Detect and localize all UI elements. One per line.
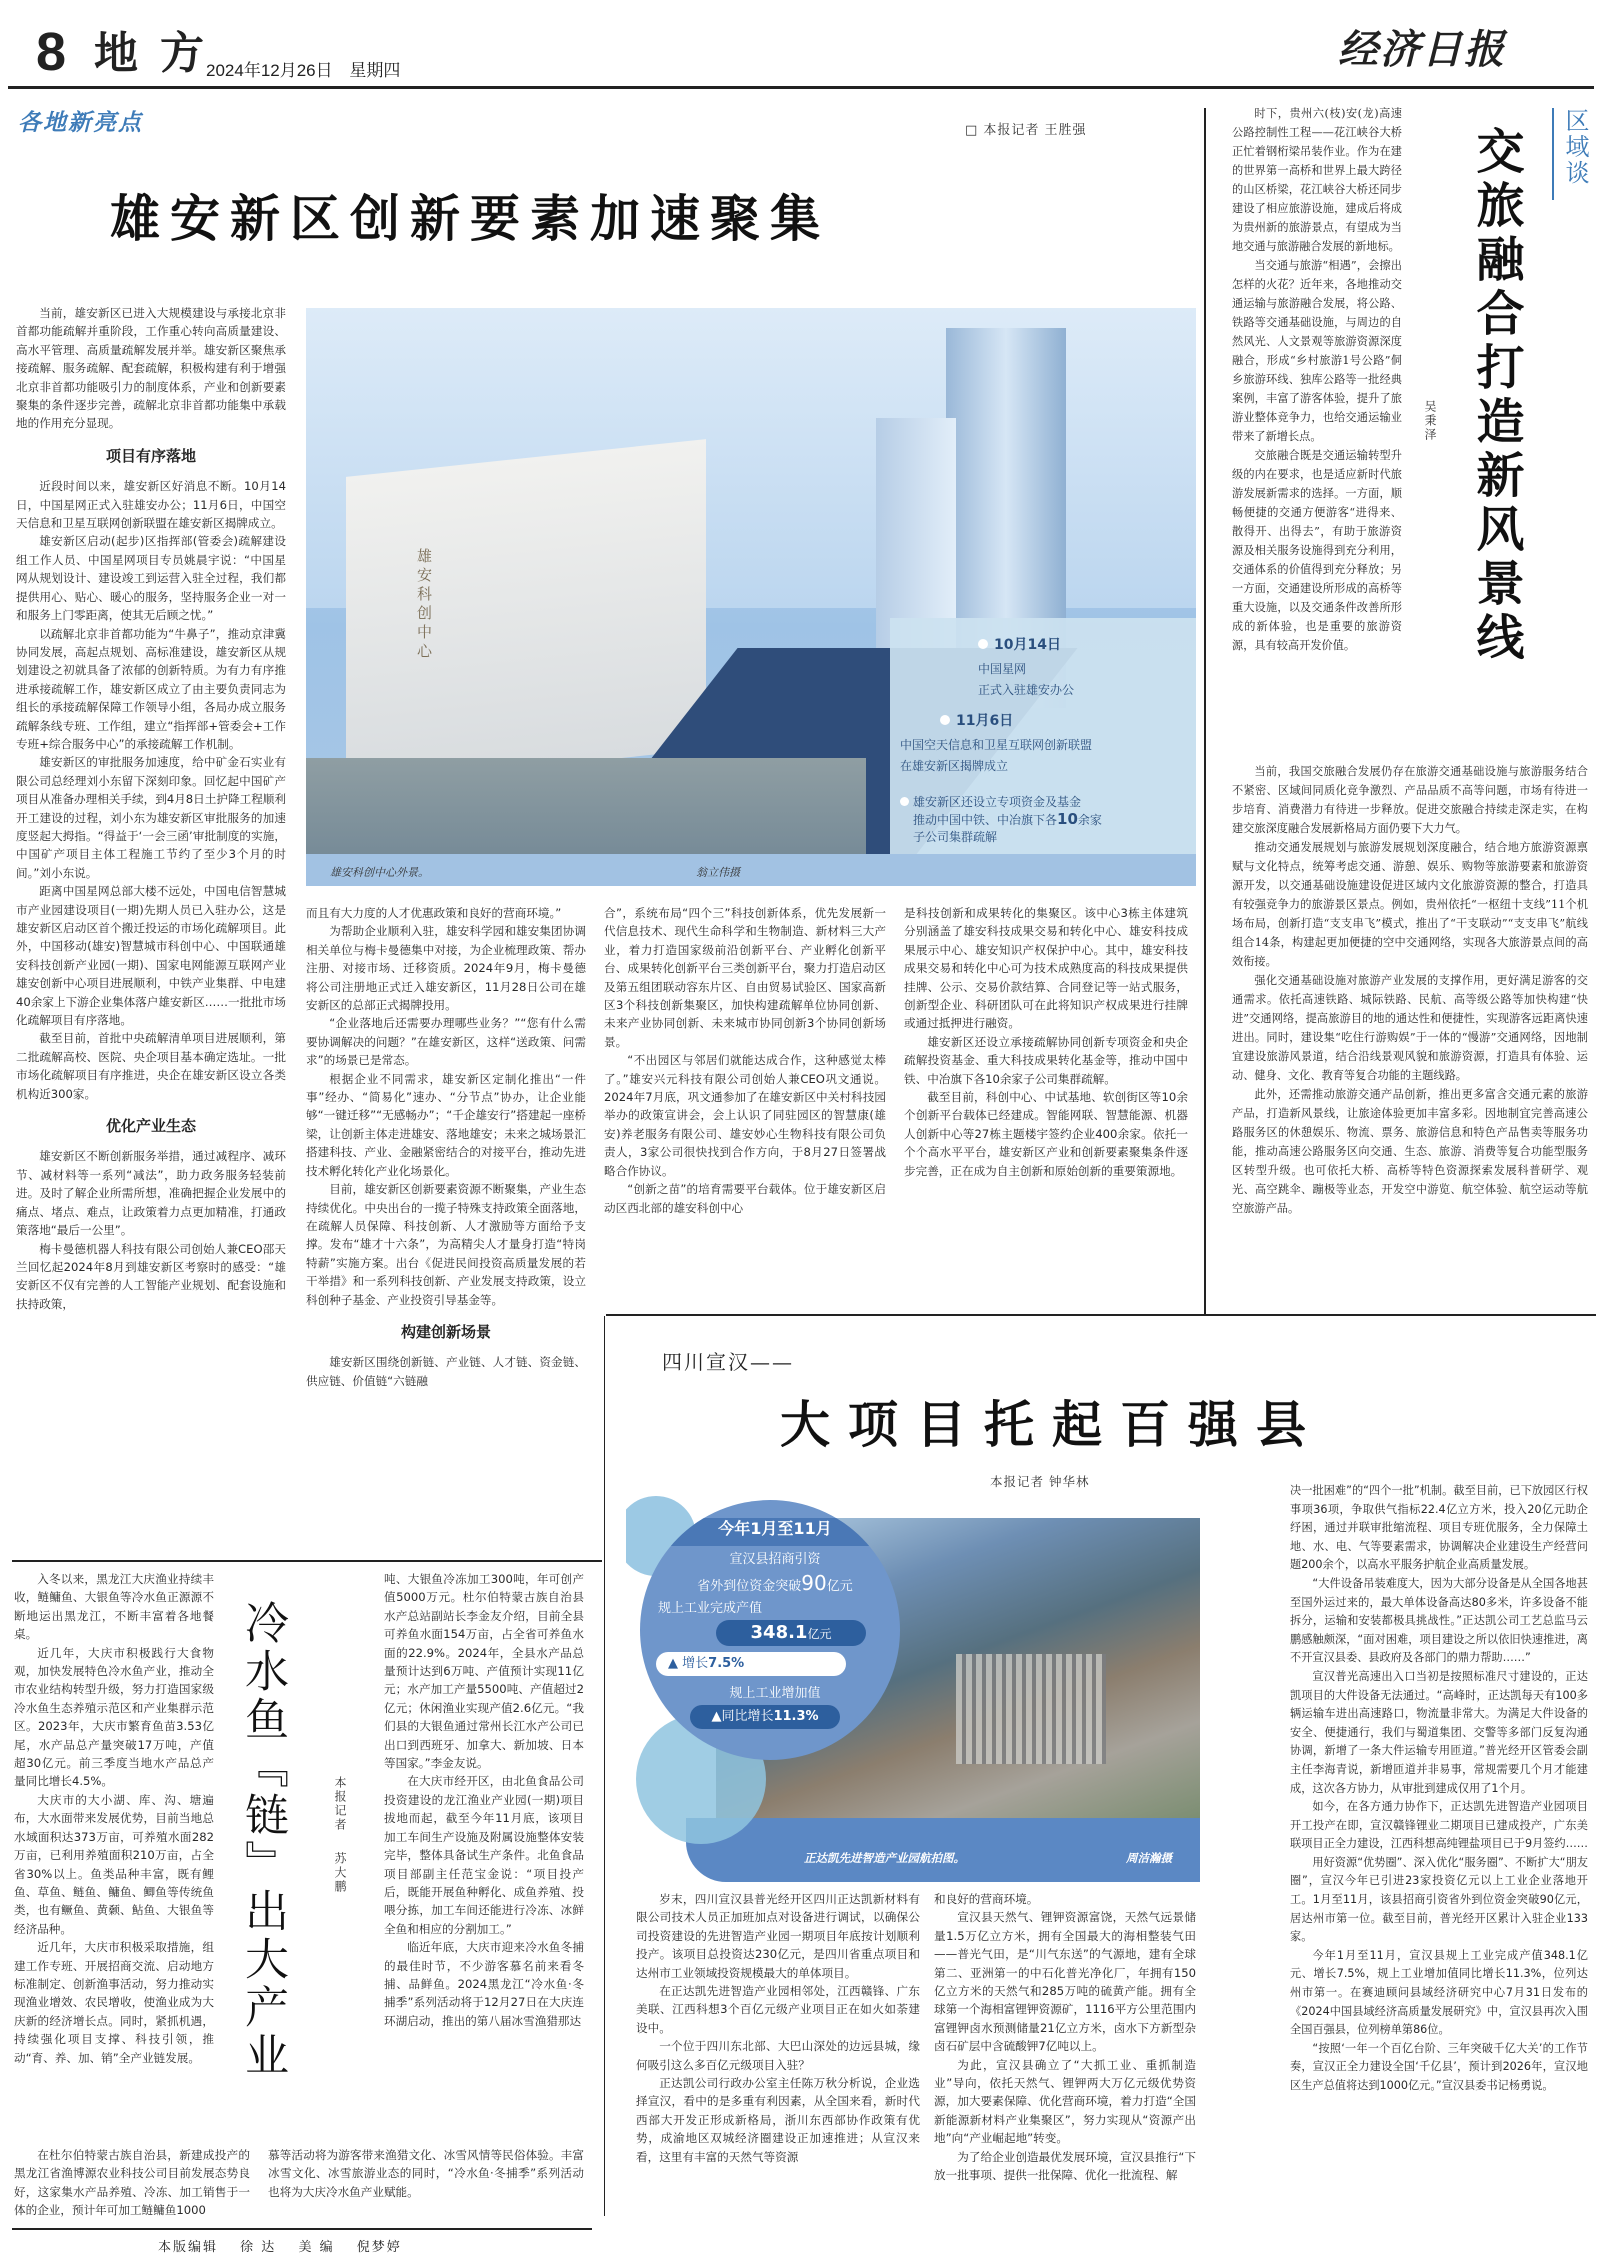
editor-label: 本版编辑 [158,2240,219,2255]
daqing-wide-2 [268,2146,584,2201]
photo-caption: 雄安科创中心外景。 [330,866,429,879]
photo-credit: 周洁瀚摄 [1126,1851,1172,1865]
stats-unit: 亿元 [826,1579,853,1594]
paragraph: 决一批困难”的“四个一批”机制。截至目前，已下放园区行权事项36项，争取供气指标22.4亿立方米，投入20亿元助企纾困，通过并联审批缩流程、项目专班优服务，全力保障土地、水、电、气等要素需求，协调解决企业建设生产经营问题200余个，以高水平服务护航企业高质量发展。 [1290,1484,1588,1572]
xuanhan-column-1 [636,1890,920,2166]
column-divider [1204,108,1206,1314]
paragraph: 临近年底，大庆市迎来冷水鱼冬捕的最佳时节，不少游客慕名前来看冬捕、品鲜鱼。2024黑龙江“冷水鱼·冬捕季”系列活动将于12月27日在大庆连环湖启动，推出的第八届冰雪渔猎那达 [384,1940,584,2028]
paragraph: 雄安新区的审批服务加速度，给中矿金石实业有限公司总经理刘小东留下深刻印象。回忆起中国矿产项目从准备办理相关手续，到4月8日土护降工程顺利开工建设的过程，刘小东为雄安新区审批服务的加速度竖起大拇指。“得益于‘一会三函’审批制度的实施，中国矿产项目主体工程施工节约了至少3个月的时间。”刘小东说。 [16,755,286,880]
growth-value: 7.5% [708,1656,745,1671]
designer-label: 美 编 [298,2240,335,2255]
timeline-date: 11月6日 [956,713,1014,729]
xiongan-photo [306,308,1196,886]
fund-note-line: 余家 [1077,813,1102,827]
paragraph: 时下，贵州六(枝)安(龙)高速公路控制性工程——花江峡谷大桥正忙着钢桁梁吊装作业。作为在建的世界第一高桥和世界上最大跨径的山区桥梁，花江峡谷大桥还同步建设了相应旅游设施，建成后将成为贵州新的旅游景点，有望成为当地交通与旅游融合发展的新地标。 [1232,107,1402,253]
footer-rule [12,2228,592,2230]
fund-note-line: 子公司集群疏解 [913,830,998,844]
growth-pill [656,1652,846,1676]
paragraph: 距离中国星网总部大楼不远处，中国电信智慧城市产业园建设项目(一期)先期人员已入驻办公，这是雄安新区启动区首个搬迁投运的市场化疏解项目。此外，中国移动(雄安)智慧城市科创中心、中国联通雄安科技创新产业园(一期)、国家电网能源互联网产业雄安创新中心项目进展顺利，中铁产业集群、中电建40余家上下游企业集体落户雄安新区……一批批市场化疏解项目有序落地。 [16,884,286,1028]
daqing-byline [332,1776,349,1894]
fund-note-number: 10 [1057,810,1078,828]
xiongan-column-2 [306,904,586,1390]
newspaper-logo: 经济日报 [1338,26,1506,73]
xiongan-column-3 [604,904,886,1217]
timeline-date: 10月14日 [994,637,1061,653]
paragraph: 用好资源“优势圈”、深入优化“服务圈”、不断扩大“朋友圈”，宣汉今年已引进23家投资亿元以上工业企业落地开工。1月至11月，该县招商引资省外到位资金突破90亿元，居达州市第一位。截至目前，普光经开区累计入驻企业133家。 [1290,1855,1588,1944]
paragraph: 一个位于四川东北部、大巴山深处的边远县城，缘何吸引这么多百亿元级项目入驻？ [636,2039,920,2072]
column-divider [604,1316,605,2216]
paragraph: “不出园区与邻居们就能达成合作，这种感觉太棒了。”雄安兴元科技有限公司创始人兼CEO巩文通说。2024年7月底，巩文通参加了在雄安新区中关村科技园举办的政策宣讲会，会上认识了同驻园区的智慧康(雄安)养老服务有限公司、雄安妙心生物科技有限公司负责人，3家公司很快找到合作方向，于8月27日签署战略合作协议。 [604,1053,886,1178]
paragraph: “大件设备吊装难度大，因为大部分设备是从全国各地甚至国外运过来的，最大单体设备高达80多米，许多设备不能拆分，运输和安装都极具挑战性。”正达凯公司工艺总监马云鹏感触颇深，“面对困难，项目建设之所以依旧快速推进，离不开宣汉县委、县政府及各部门的鼎力帮助……” [1290,1576,1588,1665]
paragraph: 入冬以来，黑龙江大庆渔业持续丰收，鲢鳙鱼、大银鱼等冷水鱼正源源不断地运出黑龙江，不断丰富着各地餐桌。 [14,1572,214,1642]
stats-label: 省外到位资金突破 [697,1579,802,1594]
commentary-narrow-column [1232,104,1402,655]
paragraph: 梅卡曼德机器人科技有限公司创始人兼CEO邵天兰回忆起2024年8月到雄安新区考察时的感受：“雄安新区不仅有完善的人工智能产业规划、配套设施和扶持政策， [16,1241,286,1311]
timeline-item [900,710,1190,774]
commentary-author: 吴秉泽 [1423,400,1437,442]
section-rule [12,1560,602,1562]
paragraph: 雄安新区还设立承接疏解协同创新专项资金和央企疏解投资基金、重大科技成果转化基金等，推动中国中铁、中冶旗下各10余家子公司集群疏解。 [904,1034,1188,1086]
timeline-text: 中国星网 [978,662,1027,676]
paragraph: 为此，宣汉县确立了“大抓工业、重抓制造业”导向，依托天然气、锂钾两大万亿元级优势资源，加大要素保障、优化营商环境，着力打造“全国新能源新材料产业集聚区”，努力实现从“资源产出地”向“产业崛起地”转变。 [934,2057,1196,2146]
growth-label: 增长 [682,1656,709,1671]
paragraph: “企业落地后还需要办理哪些业务？”“您有什么需要协调解决的问题？”在雄安新区，这样“送政策、问需求”的场景已是常态。 [306,1016,586,1068]
paragraph: 以疏解北京非首都功能为“牛鼻子”，推动京津冀协同发展，高起点规划、高标准建设，雄安新区从规划建设之初就具备了浓郁的创新特质。为有力有序推进承接疏解工作，雄安新区成立了由主要负责同志为组长的承接疏解保障工作领导小组，各局办成立服务疏解条线专班、工作组，建立“指挥部+管委会+工作专班+综合服务中心”的承接疏解工作机制。 [16,626,286,751]
paragraph: 合”，系统布局“四个三”科技创新体系，优先发展新一代信息技术、现代生命科学和生物制造、新材料三大产业，着力打造国家级前沿创新平台、产业孵化创新平台、成果转化创新平台三类创新平台，聚力打造启动区及第五组团联动容东片区、自由贸易试验区、国家高新区3个科技创新集聚区，加快构建疏解单位协同创新、未来产业协同创新、未来城市协同创新3个协同创新场景。 [604,906,886,1049]
up-triangle-icon: ▲ [668,1656,678,1671]
stats-text [650,1516,900,1729]
designer-name: 倪梦婷 [356,2240,402,2255]
paragraph: 根据企业不同需求，雄安新区定制化推出“一件事”经办、“简易化”速办、“分节点”协办，让企业能够“一键迁移”“无感畅办”；“千企雄安行”搭建起一座桥梁，让创新主体走进雄安、落地雄安；未来之城场景汇搭建科技、产业、金融紧密结合的对接平台，推动先进技术孵化转化产业化场景化。 [306,1071,586,1178]
paragraph: “按照‘一年一个百亿台阶、三年突破千亿大关’的工作节奏，宣汉正全力建设全国‘千亿县’，预计到2026年，宣汉地区生产总值将达到1000亿元。”宣汉县委书记杨勇说。 [1290,2041,1588,2092]
up-triangle-icon: ▲ [711,1709,722,1724]
paragraph: 今年1月至11月，宣汉县规上工业完成产值348.1亿元、增长7.5%，规上工业增加值同比增长11.3%，位列达州市第一。在赛迪顾问县域经济研究中心7月31日发布的《2024中国县域经济高质量发展研究》中，宣汉县再次入围全国百强县，位列榜单第86位。 [1290,1948,1588,2037]
output-unit: 亿元 [807,1627,832,1641]
section-rule [606,1314,1596,1316]
yoy-pill [690,1705,840,1729]
paragraph: 此外，还需推动旅游交通产品创新，推出更多富含交通元素的旅游产品，打造新风景线，让旅途体验更加丰富多彩。因地制宜完善高速公路服务区的休憩娱乐、物流、票务、旅游信息和特色产品售卖等服务功能，推动高速公路服务区向交通、生态、旅游、消费等复合功能型服务区转型升级。也可依托大桥、高桥等特色资源探索发展科普研学、观光、高空跳伞、蹦极等业态，开发空中游览、航空体验、航空运动等航空旅游产品。 [1232,1088,1588,1215]
xiongan-byline: □ 本报记者 王胜强 [965,123,1087,138]
daqing-wide-1 [14,2146,250,2220]
stats-line: 规上工业增加值 [729,1686,821,1701]
output-pill [716,1620,866,1646]
factory-block [956,1654,1106,1764]
xuanhan-headline: 大项目托起百强县 [780,1395,1324,1454]
daqing-column-1 [14,1570,214,2067]
xuanhan-byline: 本报记者 钟华林 [990,1474,1090,1489]
paragraph: 当交通与旅游“相遇”，会擦出怎样的火花？近年来，各地推动交通运输与旅游融合发展，将公路、铁路等交通基础设施，与周边的自然风光、人文景观等旅游资源深度融合，形成“乡村旅游1号公路”侗乡旅游环线、独库公路等一批经典案例，丰富了游客体验，提升了旅游业整体竞争力，也给交通运输业带来了新增长点。 [1232,259,1402,443]
date-text: 2024年12月26日 [206,61,333,80]
subheading-scenarios: 构建创新场景 [400,1322,491,1341]
timeline-text: 中国空天信息和卫星互联网创新联盟 [900,738,1093,752]
fund-note-line: 推动中国中铁、中冶旗下各 [913,813,1058,827]
timeline-text: 在雄安新区揭牌成立 [900,759,1009,773]
yoy-label: 同比增长 [721,1709,774,1724]
commentary-headline: 交旅融合打造新风景线 [1468,126,1524,666]
paragraph: 如今，在各方通力协作下，正达凯先进智造产业园项目开工投产在即，宣汉赣锋锂业二期项目已建成投产，广东美联项目正全力建设，江西科想高纯锂盐项目已于9月签约…… [1290,1800,1588,1851]
byline-label: 本报记者 [333,1776,347,1832]
stats-line: 规上工业完成产值 [658,1601,763,1616]
paragraph: 在正达凯先进智造产业园相邻处，江西赣锋、广东美联、江西科想3个百亿元级产业项目正在如火如荼建设中。 [636,1984,920,2035]
paragraph: 近几年，大庆市积极践行大食物观，加快发展特色冷水鱼产业，推动全市农业结构转型升级，努力打造国家级冷水鱼生态养殖示范区和产业集群示范区。2023年，大庆市繁育鱼苗3.53亿尾，水产品总产量突破17万吨，产值超30亿元。前三季度当地水产品总产量同比增长4.5%。 [14,1645,214,1789]
paragraph: 慕等活动将为游客带来渔猎文化、冰雪风情等民俗体验。丰富冰雪文化、冰雪旅游业态的同时，“冷水鱼·冬捕季”系列活动也将为大庆冷水鱼产业赋能。 [268,2148,584,2199]
paragraph: 近段时间以来，雄安新区好消息不断。10月14日，中国星网正式入驻雄安办公；11月6日，中国空天信息和卫星互联网创新联盟在雄安新区揭牌成立。 [16,479,286,531]
paragraph: 雄安新区启动(起步)区指挥部(管委会)疏解建设组工作人员、中国星网项目专员姚晨宇说：“中国星网从规划设计、建设竣工到运营入驻全过程，我们都提供用心、贴心、暖心的服务，坚持服务企业一对一和服务上门零距离，使其无后顾之忧。” [16,534,286,623]
xuanhan-column-3 [1290,1482,1588,2096]
fund-note [900,794,1190,846]
footer-credits [158,2236,402,2255]
paragraph: 当前，我国交旅融合发展仍存在旅游交通基础设施与旅游服务结合不紧密、区域间同质化竞争激烈、产品品质不高等问题，市场有待进一步培育、消费潜力有待进一步释放。促进交旅融合持续走深走实，在构建交旅深度融合发展新格局方面仍要下大力气。 [1232,765,1588,835]
building-sign: 雄安科创中心 [415,548,433,662]
paragraph: 交旅融合既是交通运输转型升级的内在要求，也是适应新时代旅游发展新需求的选择。一方面，顺畅便捷的交通方便游客“进得来、散得开、出得去”，有助于旅游资源及相关服务设施得到充分利用，交通体系的价值得到充分释放；另一方面，交通建设所形成的高桥等重大设施，以及交通条件改善所形成的新体验，也是重要的旅游资源，具有较高开发价值。 [1232,449,1402,652]
subheading-ecosystem: 优化产业生态 [105,1117,196,1136]
paragraph: 强化交通基础设施对旅游产业发展的支撑作用，更好满足游客的交通需求。依托高速铁路、城际铁路、民航、高等级公路等加快构建“快进”交通网络，提高旅游目的地的通达性和便捷性，实现游客远距离快速进出。同时，建设集“吃住行游购娱”于一体的“慢游”交通网络，因地制宜建设旅游风景道，结合沿线景观风貌和旅游资源，打造具有体验、运动、健身、文化、教育等复合功能的主题线路。 [1232,974,1588,1082]
xiongan-headline: 雄安新区创新要素加速聚集 [110,189,830,248]
daqing-headline: 冷水鱼『链』出大产业 [237,1600,288,2080]
timeline-dot-icon [978,639,988,649]
xuanhan-kicker: 四川宣汉—— [662,1350,794,1374]
timeline-item [978,634,1188,698]
column-tag: 各地新亮点 [18,109,143,136]
photo-credit: 翁立伟摄 [696,866,740,879]
output-value: 348.1 [750,1622,808,1643]
paragraph: 为帮助企业顺利入驻，雄安科学园和雄安集团协调相关单位与梅卡曼德集中对接，为企业梳理政策、帮办注册、对接市场、迁移资质。2024年9月，梅卡曼德将公司注册地正式迁入雄安新区，11月28日公司在雄安新区的总部正式揭牌投用。 [306,924,586,1013]
paragraph: “创新之苗”的培育需要平台载体。位于雄安新区启动区西北部的雄安科创中心 [604,1182,886,1215]
timeline-dot-icon [940,715,950,725]
xuanhan-column-2 [934,1890,1196,2185]
note-dot-icon [900,797,909,806]
paragraph: 目前，雄安新区创新要素资源不断聚集，产业生态持续优化。中央出台的一揽子特殊支持政策全面落地，在疏解人员保障、科技创新、人才激励等方面给予支撑。发布“雄才十六条”，为高精尖人才量身打造“特岗特薪”实施方案。出台《促进民间投资高质量发展的若干举措》和一系列科技创新、产业发展支持政策，设立科创种子基金、产业投资引导基金等。 [306,1182,586,1307]
paragraph: 宣汉县天然气、锂钾资源富饶，天然气远景储量1.5万亿立方米，拥有全国最大的海相整装气田——普光气田，是“川气东送”的气源地，建有全球第二、亚洲第一的中石化普光净化厂，年拥有150亿立方米的天然气和285万吨的硫黄产能。拥有全球第一个海相富锂钾资源矿，1116平方公里范围内富锂钾卤水预测储量21亿立方米，卤水下方新型杂卤石矿层中含硫酸钾7亿吨以上。 [934,1910,1196,2054]
subheading-projects: 项目有序落地 [105,446,196,465]
masthead-rule [8,86,1594,89]
xiongan-column-1 [16,304,286,1313]
stats-line: 宣汉县招商引资 [729,1552,821,1567]
xiongan-column-4 [904,904,1188,1180]
paragraph: 截至目前，首批中央疏解清单项目进展顺利，第二批疏解高校、医院、央企项目基本确定选址。一批市场化疏解项目有序推进，央企在雄安新区设立各类机构近300家。 [16,1031,286,1101]
stats-period: 今年1月至11月 [718,1519,832,1538]
byline-name: 苏大鹏 [333,1852,347,1894]
paragraph: 近几年，大庆市积极采取措施，组建工作专班、开展招商交流、启动地方标准制定、创新渔事活动，努力推动实现渔业增效、农民增收，使渔业成为大庆新的经济增长点。同时，紧抓机遇，持续强化项目支撑、科技引领，推动“育、养、加、销”全产业链发展。 [14,1940,214,2065]
main-building [346,439,706,787]
paragraph: 雄安新区围绕创新链、产业链、人才链、资金链、供应链、价值链“六链融 [306,1355,586,1388]
paragraph: 雄安新区不断创新服务举措，通过减程序、减环节、减材料等一系列“减法”，助力政务服务轻装前进。及时了解企业所需所想，准确把握企业发展中的痛点、堵点、难点，让政策着力点更加精准，打通政策落地“最后一公里”。 [16,1149,286,1238]
commentary-tag: 区域谈 [1561,108,1589,186]
paragraph: 是科技创新和成果转化的集聚区。该中心3栋主体建筑分别涵盖了雄安科技成果交易和转化中心、雄安科技成果展示中心、雄安知识产权保护中心。其中，雄安科技成果交易和转化中心可为技术成熟度高的科技成果提供挂牌、公示、交易价款结算、合同登记等一站式服务，创新型企业、科研团队可在此将知识产权成果进行挂牌或通过抵押进行融资。 [904,906,1188,1031]
paragraph: 而且有大力度的人才优惠政策和良好的营商环境。” [306,906,562,920]
paragraph: 吨、大银鱼冷冻加工300吨，年可创产值5000万元。杜尔伯特蒙古族自治县水产总站副站长李金友介绍，目前全县可养鱼水面154万亩，占全省可养鱼水面的22.9%。2024年，全县水产品总量预计达到6万吨、产值预计实现11亿元；水产加工产量5500吨、产值超过2亿元；休闲渔业实现产值2.6亿元。“我们县的大银鱼通过常州长江水产公司已出口到西班牙、加拿大、新加坡、日本等国家。”李金友说。 [384,1572,584,1771]
commentary-wide-column [1232,762,1588,1218]
paragraph: 在杜尔伯特蒙古族自治县，新建成投产的黑龙江省渔博源农业科技公司目前发展态势良好，这家集水产品养殖、冷冻、加工销售于一体的企业，预计年可加工鲢鳙鱼1000 [14,2148,250,2218]
masthead [0,0,1600,92]
xiongan-lead: 当前，雄安新区已进入大规模建设与承接北京非首都功能疏解并重阶段，工作重心转向高质量建设、高水平管理、高质量疏解发展并举。雄安新区聚焦承接疏解、服务疏解、配套疏解，积极构建有利于增强北京非首都功能吸引力的制度体系，产业和创新要素聚集的条件逐步完善，疏解北京非首都功能集中承载地的作用充分显现。 [16,306,286,431]
paragraph: 为了给企业创造最优发展环境，宣汉县推行“下放一批事项、提供一批保障、优化一批流程、解 [934,2149,1196,2183]
page-number: 8 [36,22,67,82]
stats-line [650,1571,900,1595]
weekday-text: 星期四 [349,61,401,80]
paragraph: 正达凯公司行政办公室主任陈万秋分析说，企业选择宣汉，看中的是多重有利因素，从全国来看，新时代西部大开发正形成新格局，浙川东西部协作政策有优势，成渝地区双城经济圈建设正加速推进；从宣汉来看，这里有丰富的天然气等资源 [636,2076,920,2164]
caption-strip [306,854,1196,886]
daqing-column-2 [384,1570,584,2030]
paragraph: 大庆市的大小湖、库、沟、塘遍布，大水面带来发展优势，目前当地总水域面积达373万亩，可养殖水面282万亩，已利用养殖面积210万亩，占全省30%以上。鱼类品种丰富，既有鲤鱼、草鱼、鲢鱼、鳙鱼、鲫鱼等传统鱼类，也有鳜鱼、黄颡、鲇鱼、大银鱼等经济品种。 [14,1792,214,1936]
fund-note-line: 雄安新区还设立专项资金及基金 [913,795,1082,809]
paragraph: 岁末，四川宣汉县普光经开区四川正达凯新材料有限公司技术人员正加班加点对设备进行调试，以确保公司投资建设的先进智造产业园一期项目年底按计划顺利投产。该项目总投资达230亿元，是四川省重点项目和达州市工业领域投资规模最大的单体项目。 [636,1892,920,1980]
issue-date [206,56,400,81]
section-name: 地方 [94,28,226,79]
paragraph: 在大庆市经开区，由北鱼食品公司投资建设的龙江渔业产业园(一期)项目拔地而起，截至今年11月底，该项目加工车间生产设施及附属设施整体安装完毕，整体具备试生产条件。北鱼食品项目部副主任范宝金说：“项目投产后，既能开展鱼种孵化、成鱼养殖、投喂分拣，加工车间还能进行冷冻、冰鲜全鱼和相应的分割加工。” [384,1774,584,1936]
paragraph: 和良好的营商环境。 [934,1892,1039,1906]
photo-caption: 正达凯先进智造产业园航拍图。 [804,1851,965,1865]
paragraph: 推动交通发展规划与旅游发展规划深度融合，结合地方旅游资源禀赋与文化特点，统筹考虑交通、游憩、娱乐、购物等旅游要素和旅游资源开发，以交通基础设施建设促进区域内文化旅游资源的整合，打造具有较强竞争力的旅游景区景点。例如，贵州依托“一枢纽十支线”11个机场布局，创新打造“支支串飞”模式，推出了“干支联动”“支支串飞”航线组合14条，构建起更加便捷的空中交通网络，实现各大旅游景点间的高效衔接。 [1232,841,1588,968]
paragraph: 宣汉普光高速出入口当初是按照标准尺寸建设的，正达凯项目的大件设备无法通过。“高峰时，正达凯每天有100多辆运输车进出高速路口，物流量非常大。为满足大件设备的安全、便捷通行，我们与蜀道集团、交警等多部门反复沟通协调，新增了一条大件运输专用匝道。”普光经开区管委会副主任李海青说，新增匝道并非易事，常规需要几个月才能建成，这次各方协力，从审批到建成仅用了1个月。 [1290,1669,1588,1795]
xuanhan-photo [626,1494,1200,1882]
timeline-text: 正式入驻雄安办公 [978,683,1075,697]
paragraph: 截至目前，科创中心、中试基地、软创街区等10余个创新平台载体已经建成。智能网联、智慧能源、机器人创新中心等27栋主题楼宇签约企业400余家。依托一个个高水平平台，雄安新区产业和创新要素聚集条件逐步完善，正在成为自主创新和原始创新的重要策源地。 [904,1090,1188,1178]
commentary-tag-bar [1552,108,1554,200]
yoy-value: 11.3% [773,1709,819,1724]
stats-value: 90 [801,1571,827,1595]
editor-name: 徐 达 [240,2240,277,2255]
